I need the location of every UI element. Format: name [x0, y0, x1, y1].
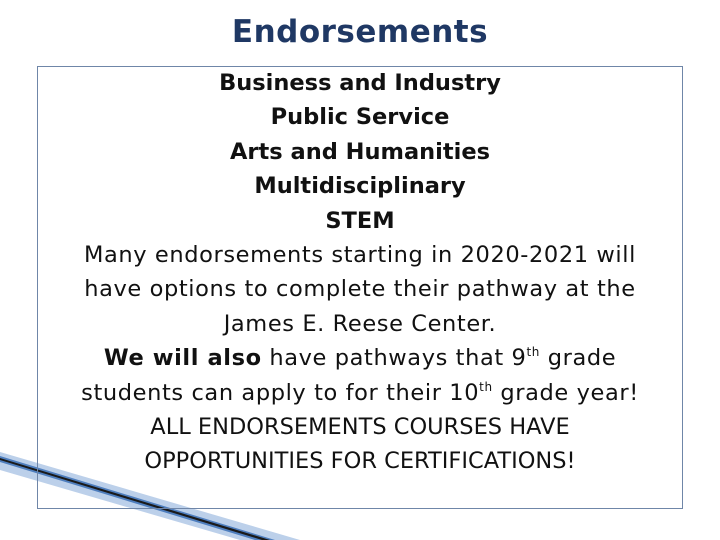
pathway-text-2: grade	[539, 345, 617, 372]
paragraph-line-2: have options to complete their pathway at the	[84, 276, 636, 303]
slide-title: Endorsements	[231, 14, 489, 50]
content-body	[0, 66, 720, 479]
endorsement-public-service: Public Service	[270, 104, 450, 131]
ordinal-suffix-1: th	[526, 345, 540, 360]
pathway-line-2	[0, 376, 720, 410]
pathway-text-1: have pathways that 9	[261, 345, 527, 372]
endorsement-multidisciplinary: Multidisciplinary	[254, 173, 466, 200]
pathway-line-1	[0, 341, 720, 375]
pathway-text-4: grade year!	[492, 379, 639, 406]
endorsement-arts: Arts and Humanities	[230, 138, 490, 165]
endorsement-business: Business and Industry	[219, 70, 501, 96]
endorsement-stem: STEM	[325, 207, 395, 234]
pathway-emphasis: We will also	[103, 345, 262, 372]
paragraph-line-1: Many endorsements starting in 2020-2021 will	[84, 242, 636, 269]
closing-line-1: ALL ENDORSEMENTS COURSES HAVE	[150, 414, 570, 441]
paragraph-line-3: James E. Reese Center.	[223, 310, 497, 337]
closing-line-2: OPPORTUNITIES FOR CERTIFICATIONS!	[144, 448, 576, 475]
ordinal-suffix-2: th	[479, 379, 493, 394]
pathway-text-3: students can apply to for their 10	[81, 379, 480, 406]
